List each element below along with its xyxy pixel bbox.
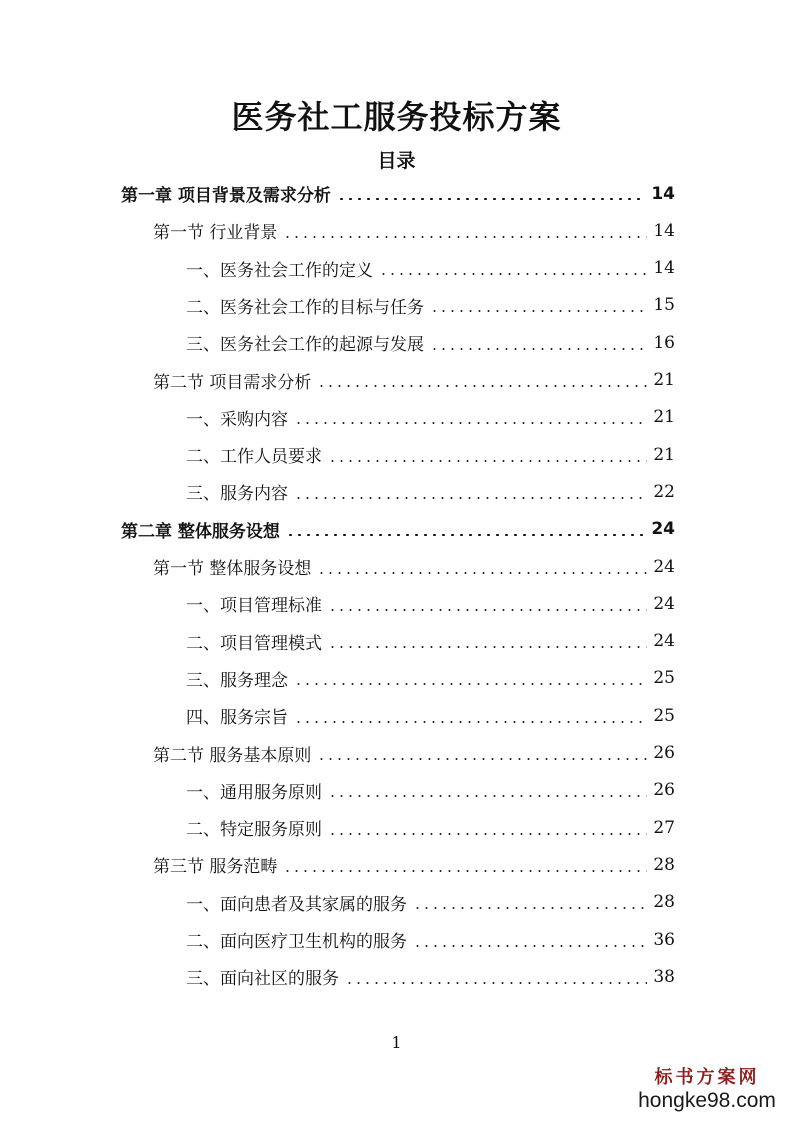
toc-entry[interactable] <box>121 175 675 212</box>
toc-entry[interactable] <box>121 511 675 548</box>
toc-entry-label: 第二节 项目需求分析 <box>153 372 312 393</box>
toc-leader-dots <box>283 236 647 238</box>
toc-entry[interactable] <box>186 921 675 958</box>
toc-entry-label: 二、工作人员要求 <box>186 447 322 468</box>
toc-entry-page: 14 <box>651 183 675 204</box>
toc-entry-page: 15 <box>653 295 675 316</box>
toc-entry[interactable] <box>186 399 675 436</box>
toc-entry[interactable] <box>186 324 675 361</box>
toc-entry-label: 二、项目管理模式 <box>186 633 322 654</box>
toc-entry-label: 一、采购内容 <box>186 409 288 430</box>
toc-leader-dots <box>317 572 647 574</box>
toc-entry-label: 一、医务社会工作的定义 <box>186 260 373 281</box>
toc-entry[interactable] <box>186 436 675 473</box>
toc-entry[interactable] <box>186 772 675 809</box>
toc-entry[interactable] <box>153 735 675 772</box>
toc-entry-page: 25 <box>653 668 675 689</box>
toc-entry[interactable] <box>186 287 675 324</box>
toc-entry-page: 21 <box>653 407 675 428</box>
toc-entry-page: 27 <box>653 817 675 838</box>
toc-entry-label: 四、服务宗旨 <box>186 708 288 729</box>
toc-entry-label: 二、医务社会工作的目标与任务 <box>186 297 424 318</box>
toc-leader-dots <box>328 795 647 797</box>
toc-entry-page: 28 <box>653 892 675 913</box>
toc-entry-label: 二、特定服务原则 <box>186 820 322 841</box>
toc-entry-label: 一、通用服务原则 <box>186 782 322 803</box>
toc-entry[interactable] <box>186 473 675 510</box>
toc-entry-page: 21 <box>653 444 675 465</box>
toc-entry-label: 一、项目管理标准 <box>186 596 322 617</box>
toc-entry[interactable] <box>186 250 675 287</box>
toc-entry-label: 第二节 服务基本原则 <box>153 745 312 766</box>
page-number: 1 <box>391 1033 402 1052</box>
toc-leader-dots <box>294 422 647 424</box>
toc-leader-dots <box>328 833 647 835</box>
watermark <box>637 1063 777 1113</box>
toc-leader-dots <box>379 273 647 275</box>
toc-leader-dots <box>430 310 647 312</box>
toc-entry-label: 第三节 服务范畴 <box>153 857 278 878</box>
toc-entry-page: 16 <box>653 332 675 353</box>
toc-entry-page: 22 <box>653 481 675 502</box>
toc-leader-dots <box>430 348 647 350</box>
toc-leader-dots <box>328 609 647 611</box>
document-title: 医务社工服务投标方案 <box>231 98 562 136</box>
toc-entry[interactable] <box>186 884 675 921</box>
toc-leader-dots <box>317 758 647 760</box>
toc-entry-label: 一、面向患者及其家属的服务 <box>186 894 407 915</box>
toc-entry[interactable] <box>186 660 675 697</box>
toc-entry-label: 第二章 整体服务设想 <box>121 521 280 542</box>
toc-entry-label: 第一节 行业背景 <box>153 223 278 244</box>
toc-leader-dots <box>283 870 647 872</box>
toc-leader-dots <box>413 907 647 909</box>
toc-entry[interactable] <box>186 958 675 995</box>
toc-leader-dots <box>286 534 645 537</box>
toc-entry-label: 三、医务社会工作的起源与发展 <box>186 335 424 356</box>
toc-entry-page: 24 <box>653 631 675 652</box>
toc-entry[interactable] <box>186 623 675 660</box>
toc-entry-page: 24 <box>651 519 675 540</box>
watermark-site-name: 标书方案网 <box>654 1067 760 1088</box>
toc-entry[interactable] <box>186 697 675 734</box>
toc-entry-page: 28 <box>653 854 675 875</box>
toc-entry-page: 38 <box>653 966 675 987</box>
toc-entry[interactable] <box>186 585 675 622</box>
toc-heading: 目录 <box>377 150 416 172</box>
toc-entry-page: 26 <box>653 743 675 763</box>
toc-leader-dots <box>413 945 647 947</box>
watermark-url: hongke98.com <box>638 1089 776 1112</box>
toc-entry-label: 第一节 整体服务设想 <box>153 559 312 579</box>
toc-entry-page: 21 <box>653 370 675 390</box>
toc-entry[interactable] <box>153 212 675 249</box>
toc-leader-dots <box>328 460 647 462</box>
toc-entry-page: 25 <box>653 705 675 726</box>
toc-leader-dots <box>337 198 645 201</box>
toc-entry-page: 14 <box>653 258 675 279</box>
toc-entry[interactable] <box>153 548 675 585</box>
toc-entry[interactable] <box>153 846 675 883</box>
toc-entry-label: 三、服务理念 <box>186 670 288 691</box>
toc-entry-page: 36 <box>653 929 675 950</box>
toc-entry-page: 26 <box>653 780 675 801</box>
toc-leader-dots <box>294 721 647 723</box>
toc-leader-dots <box>328 646 647 648</box>
toc-entry-label: 二、面向医疗卫生机构的服务 <box>186 932 407 952</box>
toc-leader-dots <box>294 683 647 685</box>
toc-entry[interactable] <box>153 362 675 399</box>
toc-leader-dots <box>317 385 647 387</box>
toc-leader-dots <box>345 982 647 984</box>
toc-entry-page: 24 <box>653 556 675 577</box>
toc-entry-label: 第一章 项目背景及需求分析 <box>121 186 331 206</box>
toc-entry[interactable] <box>186 809 675 846</box>
toc-entry-page: 14 <box>653 220 675 241</box>
toc-entry-label: 三、面向社区的服务 <box>186 969 339 990</box>
toc-entry-page: 24 <box>653 593 675 614</box>
toc-entry-label: 三、服务内容 <box>186 484 288 505</box>
toc-leader-dots <box>294 497 647 499</box>
